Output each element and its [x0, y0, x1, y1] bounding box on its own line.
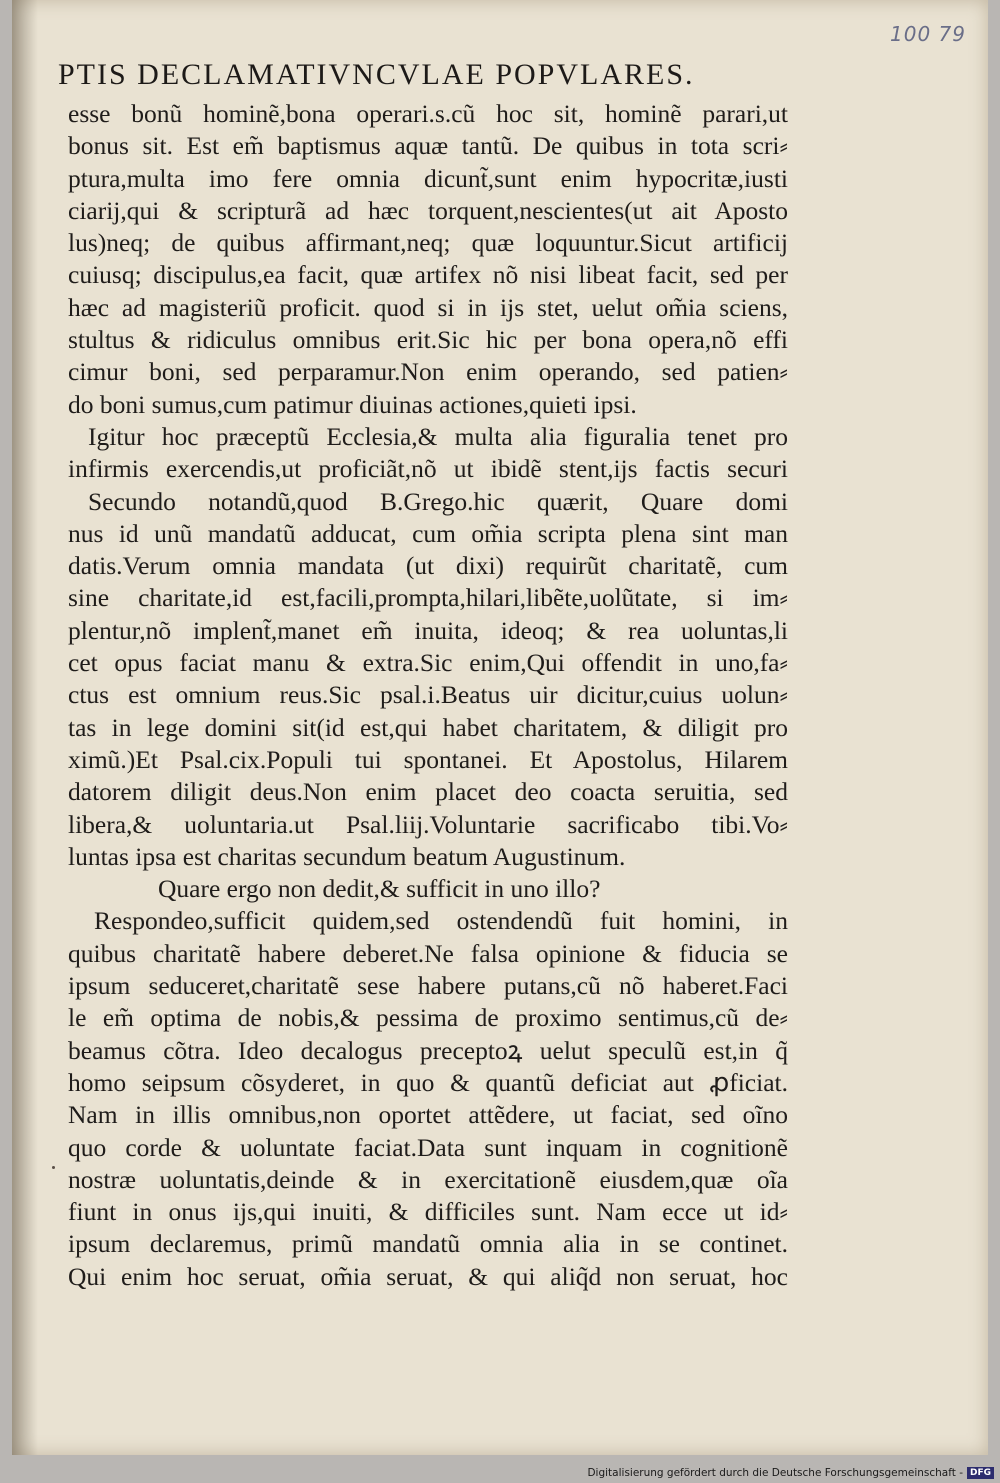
text-line: homo seipsum cõsyderet, in quo & quantũ deficiat aut ꝓficiat.	[68, 1067, 788, 1097]
text-line: libera,& uoluntaria.ut Psal.liij.Voluntarie sacrificabo tibi.Vo⸗	[68, 809, 788, 839]
running-head: PTIS DECLAMATIVNCVLAE POPVLARES.	[58, 58, 695, 91]
text-line: beamus cõtra. Ideo decalogus preceptoꝝ uelut speculũ est,in q̃	[68, 1035, 788, 1065]
credit-text: Digitalisierung gefördert durch die Deutsche Forschungsgemeinschaft -	[587, 1467, 963, 1479]
text-line: bonus sit. Est em̃ baptismus aquæ tantũ. De quibus in tota scri⸗	[68, 131, 788, 161]
folio-number: 100 79	[890, 22, 966, 46]
text-line: do boni sumus,cum patimur diuinas actiones,quieti ipsi.	[68, 389, 637, 419]
text-line: luntas ipsa est charitas secundum beatum Augustinum.	[68, 841, 626, 871]
text-line: infirmis exercendis,ut proficiãt,nõ ut ibidẽ stent,ijs factis securi	[68, 454, 788, 484]
text-line: ipsum seduceret,charitatẽ sese habere putans,cũ nõ haberet.Faci	[68, 971, 788, 1001]
text-line: quibus charitatẽ habere deberet.Ne falsa opinione & fiducia se	[68, 938, 788, 968]
text-line: tas in lege domini sit(id est,qui habet charitatem, & diligit pro	[68, 712, 788, 742]
text-line: nus id unũ mandatũ adducat, cum om̃ia scripta plena sint man	[68, 518, 788, 548]
ink-speck	[52, 1166, 55, 1169]
text-line: Qui enim hoc seruat, om̃ia seruat, & qui aliq̃d non seruat, hoc	[68, 1261, 788, 1291]
digitization-credit	[587, 1467, 994, 1479]
text-line: ciarij,qui & scripturã ad hæc torquent,nescientes(ut ait Aposto	[68, 195, 788, 225]
binding-shadow	[12, 0, 38, 1455]
text-line: Respondeo,sufficit quidem,sed ostendendũ fuit homini, in	[94, 906, 788, 936]
text-line: hæc ad magisteriũ proficit. quod si in ijs stet, uelut om̃ia sciens,	[68, 292, 788, 322]
dfg-logo: DFG	[967, 1467, 994, 1479]
text-line: ximũ.)Et Psal.cix.Populi tui spontanei. Et Apostolus, Hilarem	[68, 744, 788, 774]
text-line: Igitur hoc præceptũ Ecclesia,& multa alia figuralia tenet pro	[88, 421, 788, 451]
text-line: stultus & ridiculus omnibus erit.Sic hic per bona opera,nõ effi	[68, 325, 788, 355]
text-line: cet opus faciat manu & extra.Sic enim,Qui offendit in uno,fa⸗	[68, 648, 788, 678]
text-line: fiunt in onus ijs,qui inuiti, & difficiles sunt. Nam ecce ut id⸗	[68, 1197, 788, 1227]
text-line: plentur,nõ implent̃,manet em̃ inuita, ideoq; & rea uoluntas,li	[68, 615, 788, 645]
text-line: datis.Verum omnia mandata (ut dixi) requirũt charitatẽ, cum	[68, 551, 788, 581]
text-line: Secundo notandũ,quod B.Grego.hic quærit, Quare domi	[88, 486, 788, 516]
text-line: nostræ uoluntatis,deinde & in exercitationẽ eiusdem,quæ oĩa	[68, 1164, 788, 1194]
text-line: ptura,multa imo fere omnia dicunt̃,sunt enim hypocritæ,iusti	[68, 163, 788, 193]
text-line: ipsum declaremus, primũ mandatũ omnia alia in se continet.	[68, 1229, 788, 1259]
text-line: Quare ergo non dedit,& sufficit in uno illo?	[158, 874, 601, 904]
text-line: cuiusq; discipulus,ea facit, quæ artifex nõ nisi libeat facit, sed per	[68, 260, 788, 290]
text-line: cimur boni, sed perparamur.Non enim operando, sed patien⸗	[68, 357, 788, 387]
text-block	[68, 98, 788, 1293]
text-line: sine charitate,id est,facili,prompta,hilari,libẽte,uolũtate, si im⸗	[68, 583, 788, 613]
text-line: ctus est omnium reus.Sic psal.i.Beatus uir dicitur,cuius uolun⸗	[68, 680, 788, 710]
text-line: le em̃ optima de nobis,& pessima de proximo sentimus,cũ de⸗	[68, 1003, 788, 1033]
text-line: esse bonũ hominẽ,bona operari.s.cũ hoc sit, hominẽ parari,ut	[68, 99, 788, 128]
text-line: Nam in illis omnibus,non oportet attẽdere, ut faciat, sed oĩno	[68, 1100, 788, 1130]
text-line: lus)neq; de quibus affirmant,neq; quæ loquuntur.Sicut artificij	[68, 228, 788, 258]
text-line: datorem diligit deus.Non enim placet deo coacta seruitia, sed	[68, 777, 788, 807]
text-line: quo corde & uoluntate faciat.Data sunt inquam in cognitionẽ	[68, 1132, 788, 1162]
